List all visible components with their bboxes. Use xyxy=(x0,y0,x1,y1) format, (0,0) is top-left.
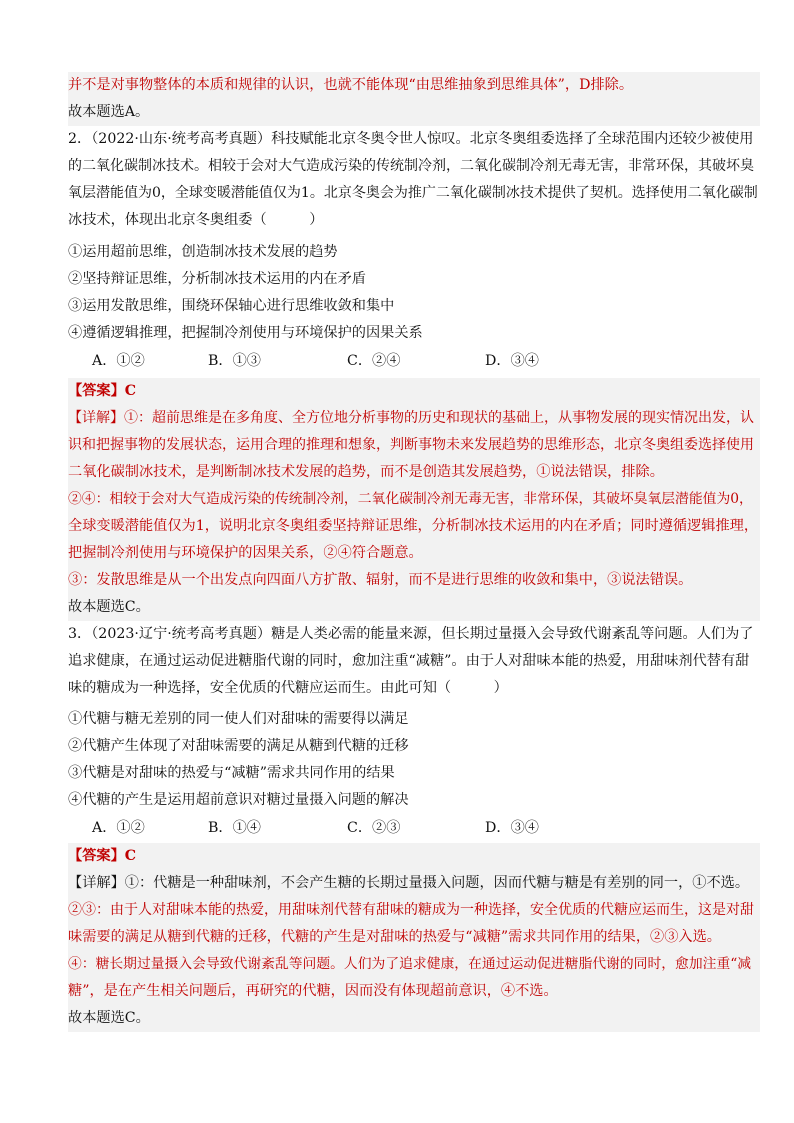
q2-statement-3: ③运用发散思维，围绕环保轴心进行思维收敛和集中 xyxy=(68,298,395,314)
q3-detail-line-3: 味需要的满足从糖到代糖的迁移，代糖的产生是对甜味的热爱与“减糖”需求共同作用的结果，②③入选。 xyxy=(68,924,760,951)
q2-stem-line-3: 氧层潜能值为0，全球变暖潜能值仅为1。北京冬奥会为推广二氧化碳制冰技术提供了契机。选择使用二氧化碳制 xyxy=(68,185,758,201)
q3-stem-line-1: 3．（2023·辽宁·统考高考真题）糖是人类必需的能量来源，但长期过量摄入会导致代谢紊乱等问题。人们为了 xyxy=(68,626,754,642)
q3-option-c: C．②③ xyxy=(347,820,401,836)
q2-detail-line-2: 识和把握事物的发展状态，运用合理的推理和想象，判断事物未来发展趋势的思维形态，北京冬奥组委选择使用 xyxy=(68,432,760,459)
q2-statement-4: ④遵循逻辑推理，把握制冷剂使用与环境保护的因果关系 xyxy=(68,325,423,341)
q3-stem-line-2: 追求健康，在通过运动促进糖脂代谢的同时，愈加注重“减糖”。由于人对甜味本能的热爱，用甜味剂代替有甜 xyxy=(68,653,750,669)
q3-conclusion: 故本题选C。 xyxy=(68,1005,760,1032)
q2-stem-line-1: 2．（2022·山东·统考高考真题）科技赋能北京冬奥令世人惊叹。北京冬奥组委选择了全球范围内还较少被使用 xyxy=(68,131,754,147)
q1-explanation-tail: 并不是对事物整体的本质和规律的认识，也就不能体现“由思维抽象到思维具体”，D排除。 xyxy=(68,72,760,99)
q2-answer: 【答案】C xyxy=(68,378,760,405)
q3-detail-line-5: 糖”，是在产生相关问题后，再研究的代糖，因而没有体现超前意识，④不选。 xyxy=(68,978,760,1005)
q3-statement-3: ③代糖是对甜味的热爱与“减糖”需求共同作用的结果 xyxy=(68,765,395,781)
q3-statement-1: ①代糖与糖无差别的同一使人们对甜味的需要得以满足 xyxy=(68,711,409,727)
q2-statement-2: ②坚持辩证思维，分析制冰技术运用的内在矛盾 xyxy=(68,271,366,287)
q3-option-d: D．③④ xyxy=(485,820,539,836)
q2-stem-line-4: 冰技术，体现出北京冬奥组委（ ） xyxy=(68,212,324,228)
q2-stem-line-2: 的二氧化碳制冰技术。相较于会对大气造成污染的传统制冷剂，二氧化碳制冷剂无毒无害，非常环保，其破坏臭 xyxy=(68,158,754,174)
q3-statement-2: ②代糖产生体现了对甜味需要的满足从糖到代糖的迁移 xyxy=(68,738,409,754)
q2-conclusion: 故本题选C。 xyxy=(68,594,760,621)
q2-detail-line-3: 二氧化碳制冰技术，是判断制冰技术发展的趋势，而不是创造其发展趋势，①说法错误，排除。 xyxy=(68,459,760,486)
q2-detail-line-6: 把握制冷剂使用与环境保护的因果关系，②④符合题意。 xyxy=(68,540,760,567)
q2-option-b: B．①③ xyxy=(208,353,261,369)
q1-conclusion: 故本题选A。 xyxy=(68,99,760,126)
q3-stem-line-3: 味的糖成为一种选择，安全优质的代糖应运而生。由此可知（ ） xyxy=(68,680,508,696)
q2-detail-line-5: 全球变暖潜能值仅为1，说明北京冬奥组委坚持辩证思维，分析制冰技术运用的内在矛盾；同时遵循逻辑推理， xyxy=(68,513,760,540)
q3-detail-line-1: 【详解】①：代糖是一种甜味剂，不会产生糖的长期过量摄入问题，因而代糖与糖是有差别的同一，①不选。 xyxy=(68,870,760,897)
q2-statement-1: ①运用超前思维，创造制冰技术发展的趋势 xyxy=(68,244,338,260)
q2-option-a: A．①② xyxy=(92,353,145,369)
q3-detail-line-2: ②③：由于人对甜味本能的热爱，用甜味剂代替有甜味的糖成为一种选择，安全优质的代糖应运而生，这是对甜 xyxy=(68,897,760,924)
q2-detail-line-7: ③：发散思维是从一个出发点向四面八方扩散、辐射，而不是进行思维的收敛和集中，③说法错误。 xyxy=(68,567,760,594)
q3-option-b: B．①④ xyxy=(208,820,261,836)
q3-option-a: A．①② xyxy=(92,820,145,836)
q3-statement-4: ④代糖的产生是运用超前意识对糖过量摄入问题的解决 xyxy=(68,792,409,808)
q3-answer: 【答案】C xyxy=(68,843,760,870)
q2-detail-line-4: ②④：相较于会对大气造成污染的传统制冷剂，二氧化碳制冷剂无毒无害，非常环保，其破坏臭氧层潜能值为0， xyxy=(68,486,760,513)
q3-detail-line-4: ④：糖长期过量摄入会导致代谢紊乱等问题。人们为了追求健康，在通过运动促进糖脂代谢的同时，愈加注重“减 xyxy=(68,951,760,978)
q2-detail-line-1: 【详解】①：超前思维是在多角度、全方位地分析事物的历史和现状的基础上，从事物发展的现实情况出发，认 xyxy=(68,405,760,432)
q2-option-d: D．③④ xyxy=(485,353,539,369)
q2-option-c: C．②④ xyxy=(347,353,401,369)
